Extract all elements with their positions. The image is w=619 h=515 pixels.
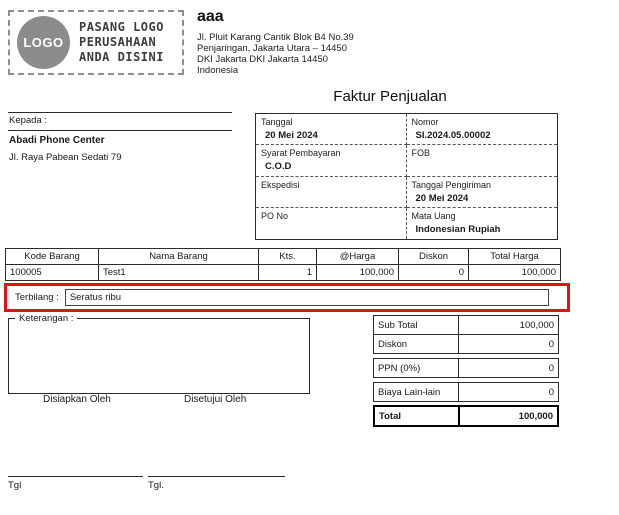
info-label: Mata Uang [411,210,456,221]
recipient-address: Jl. Raya Pabean Sedati 79 [9,152,122,163]
info-cell-tanggal-pengiriman [407,177,558,208]
info-label: Ekspedisi [261,179,300,190]
company-address-line: Penjaringan, Jakarta Utara – 14450 [197,43,347,54]
info-label: FOB [411,148,431,159]
info-value: 20 Mei 2024 [265,130,318,141]
date-signature-line-left [8,476,143,477]
logo-placeholder-line: PASANG LOGO [79,20,164,34]
total-label: Diskon [374,335,459,353]
logo-circle-text: LOGO [23,35,64,50]
items-header-diskon: Diskon [399,249,469,265]
info-label: PO No [261,210,289,221]
terbilang-input[interactable]: Seratus ribu [65,289,549,306]
logo-placeholder-box [8,10,184,75]
info-label: Tanggal [261,117,293,127]
date-label-left: Tgl [8,480,22,491]
items-header-harga: @Harga [317,249,399,265]
company-address-line: DKI Jakarta DKI Jakarta 14450 [197,54,328,65]
info-cell-ekspedisi [256,177,407,208]
item-kts: 1 [259,265,317,281]
logo-placeholder-line: ANDA DISINI [79,50,164,64]
info-label: Syarat Pembayaran [261,148,341,159]
terbilang-label: Terbilang : [15,292,59,303]
prepared-by-label: Disiapkan Oleh [43,394,111,405]
logo-icon [17,16,70,69]
recipient-divider-bottom [8,130,232,131]
company-address-line: Jl. Pluit Karang Cantik Blok B4 No.39 [197,32,354,43]
logo-placeholder-line: PERUSAHAAN [79,35,157,49]
total-label: PPN (0%) [374,359,459,377]
info-label: Nomor [411,117,439,127]
recipient-name: Abadi Phone Center [9,135,105,146]
total-label: Total [375,407,460,425]
total-value: 100,000 [518,410,553,422]
info-value: Indonesian Rupiah [415,223,501,235]
total-value: 0 [548,362,554,374]
total-row-biaya-lain [374,383,558,401]
keterangan-label: Keterangan : [15,313,77,324]
info-cell-tanggal [256,114,407,145]
totals-grand-total-box [373,405,559,427]
totals-biaya-box [373,382,559,402]
totals-subtotal-diskon-box [373,315,559,354]
approved-by-label: Disetujui Oleh [184,394,247,405]
total-label: Sub Total [374,316,459,334]
total-row-subtotal [374,316,558,334]
items-header-nama: Nama Barang [99,249,259,265]
item-harga: 100,000 [317,265,399,281]
company-address-line: Indonesia [197,65,239,76]
terbilang-highlight-box [4,283,570,312]
info-value: SI.2024.05.00002 [415,130,491,141]
info-cell-nomor [407,114,558,145]
table-row [6,265,561,281]
document-title: Faktur Penjualan [333,88,447,105]
total-row-diskon [374,334,558,353]
date-label-right: Tgl. [148,480,164,491]
total-label: Biaya Lain-lain [374,383,459,401]
total-value: 0 [548,386,554,398]
info-value: C.O.D [265,161,292,173]
totals-ppn-box [373,358,559,378]
logo-placeholder-text [79,20,164,65]
info-cell-mata-uang [407,208,558,239]
total-row-ppn [374,359,558,377]
totals-section [373,315,559,427]
date-signature-line-right [148,476,285,477]
items-header-kode: Kode Barang [6,249,99,265]
info-cell-po-no [256,208,407,239]
total-value: 0 [548,338,554,350]
item-total: 100,000 [469,265,561,281]
info-cell-syarat-pembayaran [256,145,407,176]
items-header-total: Total Harga [469,249,561,265]
items-header-row [6,249,561,265]
company-block [197,8,354,76]
recipient-label: Kepada : [9,115,48,126]
company-address [197,32,354,76]
company-name: aaa [197,8,224,25]
recipient-divider-top [8,112,232,113]
items-header-kts: Kts. [259,249,317,265]
invoice-info-table [255,113,558,240]
info-cell-fob [407,145,558,176]
total-value: 100,000 [519,319,554,331]
item-diskon: 0 [399,265,469,281]
keterangan-textarea[interactable] [8,313,310,394]
info-label: Tanggal Pengiriman [411,179,492,190]
item-kode: 100005 [6,265,99,281]
total-row-grand [375,407,557,425]
item-nama: Test1 [99,265,259,281]
info-value: 20 Mei 2024 [415,192,469,204]
items-table [5,248,561,281]
